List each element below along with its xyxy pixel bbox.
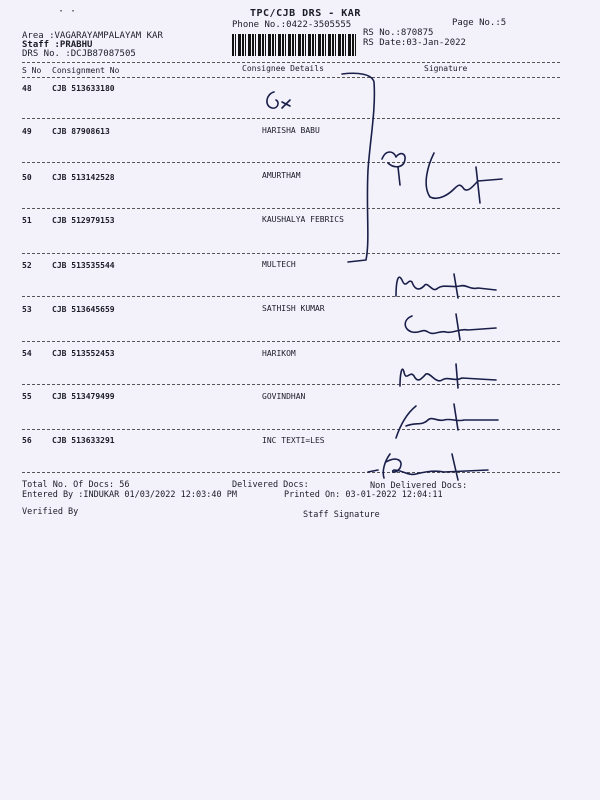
row-consignee: KAUSHALYA FEBRICS [262, 215, 344, 224]
signature-row55 [392, 400, 502, 444]
signature-row50 [378, 145, 508, 215]
handwritten-bracket-line [340, 70, 380, 270]
document-title: TPC/CJB DRS - KAR [250, 8, 361, 19]
staff-signature: Staff Signature [303, 510, 380, 520]
header-divider-bottom [22, 77, 560, 78]
signature-row56 [364, 448, 494, 484]
page-number: Page No.:5 [452, 18, 507, 28]
row-consignee: AMURTHAM [262, 171, 301, 180]
row-consignment: CJB 513552453 [52, 349, 115, 358]
entered-by: Entered By :INDUKAR 01/03/2022 12:03:40 PM [22, 490, 237, 500]
signature-row53 [398, 310, 500, 344]
column-consignee: Consignee Details [242, 64, 324, 73]
row-consignee: SATHISH KUMAR [262, 304, 325, 313]
delivered-docs: Delivered Docs: [232, 480, 309, 490]
phone-number: Phone No.:0422-3505555 [232, 20, 352, 30]
row-consignee: HARISHA BABU [262, 126, 320, 135]
row-consignment: CJB 512979153 [52, 216, 115, 225]
row-consignment: CJB 513633180 [52, 84, 115, 93]
row-consignee: INC TEXTI=LES [262, 436, 325, 445]
row-sno: 48 [22, 84, 32, 93]
stray-marks: · · [58, 6, 77, 17]
row-consignee: HARIKOM [262, 349, 296, 358]
row-sno: 52 [22, 261, 32, 270]
row-sno: 56 [22, 436, 32, 445]
verified-by: Verified By [22, 507, 79, 517]
rs-date: RS Date:03-Jan-2022 [363, 38, 466, 48]
row-consignment: CJB 513142528 [52, 173, 115, 182]
signature-row54 [396, 358, 502, 392]
barcode [232, 34, 358, 56]
row-sno: 49 [22, 127, 32, 136]
column-sno: S No [22, 66, 42, 75]
non-delivered-docs: Non Delivered Docs: [370, 481, 468, 491]
row-sno: 50 [22, 173, 32, 182]
row-sno: 51 [22, 216, 32, 225]
row-consignment: CJB 513479499 [52, 392, 115, 401]
area-label: Area :VAGARAYAMPALAYAM KAR [22, 31, 163, 41]
row-consignment: CJB 513633291 [52, 436, 115, 445]
header-divider-top [22, 62, 560, 63]
row-sno: 54 [22, 349, 32, 358]
column-signature: Signature [424, 64, 468, 73]
row-consignment: CJB 87908613 [52, 127, 110, 136]
total-docs: Total No. Of Docs: 56 [22, 480, 130, 490]
row-consignment: CJB 513645659 [52, 305, 115, 314]
drs-number: DRS No. :DCJB87087505 [22, 49, 136, 59]
row-sno: 53 [22, 305, 32, 314]
row-sno: 55 [22, 392, 32, 401]
row-consignment: CJB 513535544 [52, 261, 115, 270]
staff-label: Staff :PRABHU [22, 40, 93, 50]
signature-row52 [392, 268, 502, 304]
row-consignee: GOVINDHAN [262, 392, 306, 401]
rs-number: RS No.:870875 [363, 28, 434, 38]
row-divider [22, 253, 560, 254]
row-consignee: MULTECH [262, 260, 296, 269]
printed-on: Printed On: 03-01-2022 12:04:11 [284, 490, 443, 500]
column-consignment: Consignment No [52, 66, 120, 75]
row-divider [22, 118, 560, 119]
handwritten-mark-row48 [262, 88, 302, 118]
